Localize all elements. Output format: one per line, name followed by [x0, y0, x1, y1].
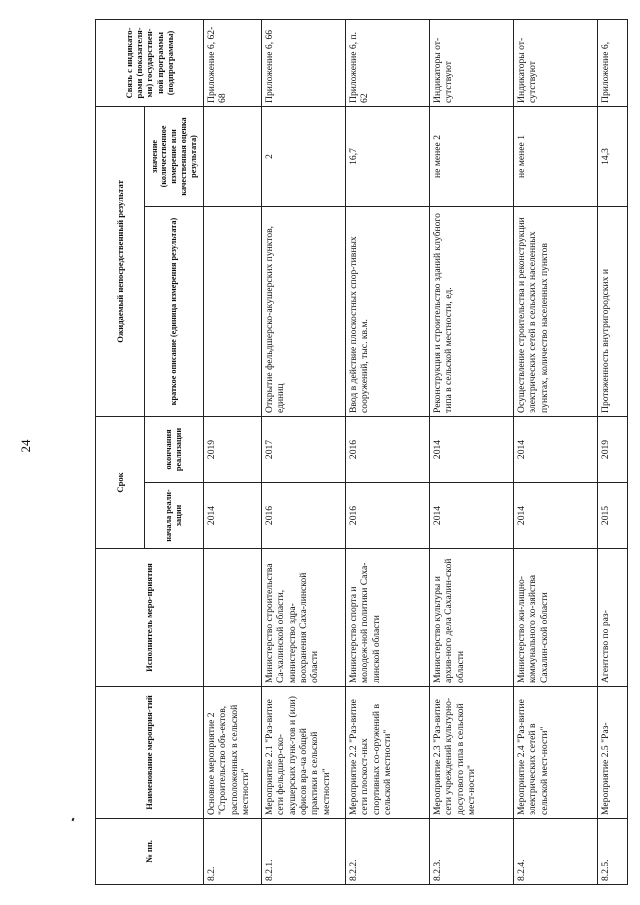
cell-value: не менее 2 — [430, 106, 514, 206]
cell-end: 2017 — [262, 416, 346, 482]
cell-desc — [204, 206, 262, 416]
cell-start: 2016 — [262, 483, 346, 549]
cell-name: Основное мероприятие 2 "Строительство объ-ектов, расположенных в сельской местности" — [204, 687, 262, 819]
cell-num: 8.2.3. — [430, 819, 514, 885]
cell-value: 14,3 — [598, 106, 628, 206]
cell-executor: Министерство жи-лищно-коммунального хо-зяйства Сахалин-ской области — [514, 549, 598, 687]
cell-name: Мероприятие 2.1 "Раз-витие сети фельдшер-ско-акушерских пунк-тов и (или) офисов вра-ча общей практики в сельской местности" — [262, 687, 346, 819]
cell-link: Приложение 6, 66 — [262, 19, 346, 106]
cell-num: 8.2.1. — [262, 819, 346, 885]
cell-link: Индикаторы от-сутствуют — [514, 19, 598, 106]
page-number: 24 — [18, 439, 33, 453]
header-term: Срок — [96, 416, 145, 548]
cell-end: 2016 — [346, 416, 430, 482]
table-row — [204, 19, 262, 884]
cell-executor: Министерство культуры и архив-ного дела Сахалин-ской области — [430, 549, 514, 687]
cell-num: 8.2. — [204, 819, 262, 885]
cell-start: 2014 — [204, 483, 262, 549]
cell-desc: Реконструкция и строительство зданий клубного типа в сельской местности, ед. — [430, 206, 514, 416]
cell-link: Приложение 6, п. 62 — [346, 19, 430, 106]
cell-link: Приложение 6, — [598, 19, 628, 106]
cell-desc: Открытие фельдшерско-акушерских пунктов, единиц — [262, 206, 346, 416]
cell-name: Мероприятие 2.2 "Раз-витие сети плоскост-ных спортивных со-оружений в сельской местности" — [346, 687, 430, 819]
cell-end: 2014 — [514, 416, 598, 482]
cell-executor: Министерство спорта и молодеж-ной политики Саха-линской области — [346, 549, 430, 687]
header-name: Наименование мероприя-тий — [96, 687, 204, 819]
cell-value — [204, 106, 262, 206]
cell-start: 2014 — [430, 483, 514, 549]
cell-start: 2014 — [514, 483, 598, 549]
header-num: № пп. — [96, 819, 204, 885]
header-executor: Исполнитель меро-приятия — [96, 549, 204, 687]
stray-mark — [72, 818, 75, 822]
table-row — [262, 19, 346, 884]
cell-desc: Осуществление строительства и реконструкции электрических сетей в сельских населенных пунктах, количество населенных пунктов — [514, 206, 598, 416]
table-row — [598, 19, 628, 884]
table-row — [514, 19, 598, 884]
cell-name: Мероприятие 2.4 "Раз-витие электрических сетей в сельской мест-ности" — [514, 687, 598, 819]
cell-value: не менее 1 — [514, 106, 598, 206]
cell-num: 8.2.5. — [598, 819, 628, 885]
cell-desc: Протяженность внутригородских и — [598, 206, 628, 416]
program-activities-table — [95, 19, 628, 885]
header-link: Связь с индикато-рами (показателя-ми) государствен-ной программы (подпрограммы) — [96, 19, 204, 106]
table-row — [346, 19, 430, 884]
cell-start: 2015 — [598, 483, 628, 549]
cell-executor — [204, 549, 262, 687]
header-term-end: окончания реализации — [145, 416, 204, 482]
cell-link: Индикаторы от-сутствуют — [430, 19, 514, 106]
cell-desc: Ввод в действие плоскостных спор-тивных сооружений, тыс. кв.м. — [346, 206, 430, 416]
table-row — [430, 19, 514, 884]
cell-executor: Агентство по раз- — [598, 549, 628, 687]
header-term-start: начала реали-зации — [145, 483, 204, 549]
cell-num: 8.2.4. — [514, 819, 598, 885]
cell-num: 8.2.2. — [346, 819, 430, 885]
header-result-desc: краткое описание (единица измерения результата) — [145, 206, 204, 416]
header-result-value: значение (количественное измерение или качественная оценка результата) — [145, 106, 204, 206]
header-result: Ожидаемый непосредственный результат — [96, 106, 145, 416]
cell-executor: Министерство строительства Са-халинской области, министерство здра-воохранения Саха-линской области — [262, 549, 346, 687]
cell-link: Приложение 6, 62-68 — [204, 19, 262, 106]
cell-value: 16,7 — [346, 106, 430, 206]
cell-end: 2019 — [204, 416, 262, 482]
cell-start: 2016 — [346, 483, 430, 549]
cell-end: 2019 — [598, 416, 628, 482]
cell-name: Мероприятие 2.3 "Раз-витие сети учреждений культурно-досугового типа в сельской мест-ности" — [430, 687, 514, 819]
cell-name: Мероприятие 2.5 "Раз- — [598, 687, 628, 819]
rotated-table-wrapper — [95, 20, 611, 885]
cell-value: 2 — [262, 106, 346, 206]
cell-end: 2014 — [430, 416, 514, 482]
